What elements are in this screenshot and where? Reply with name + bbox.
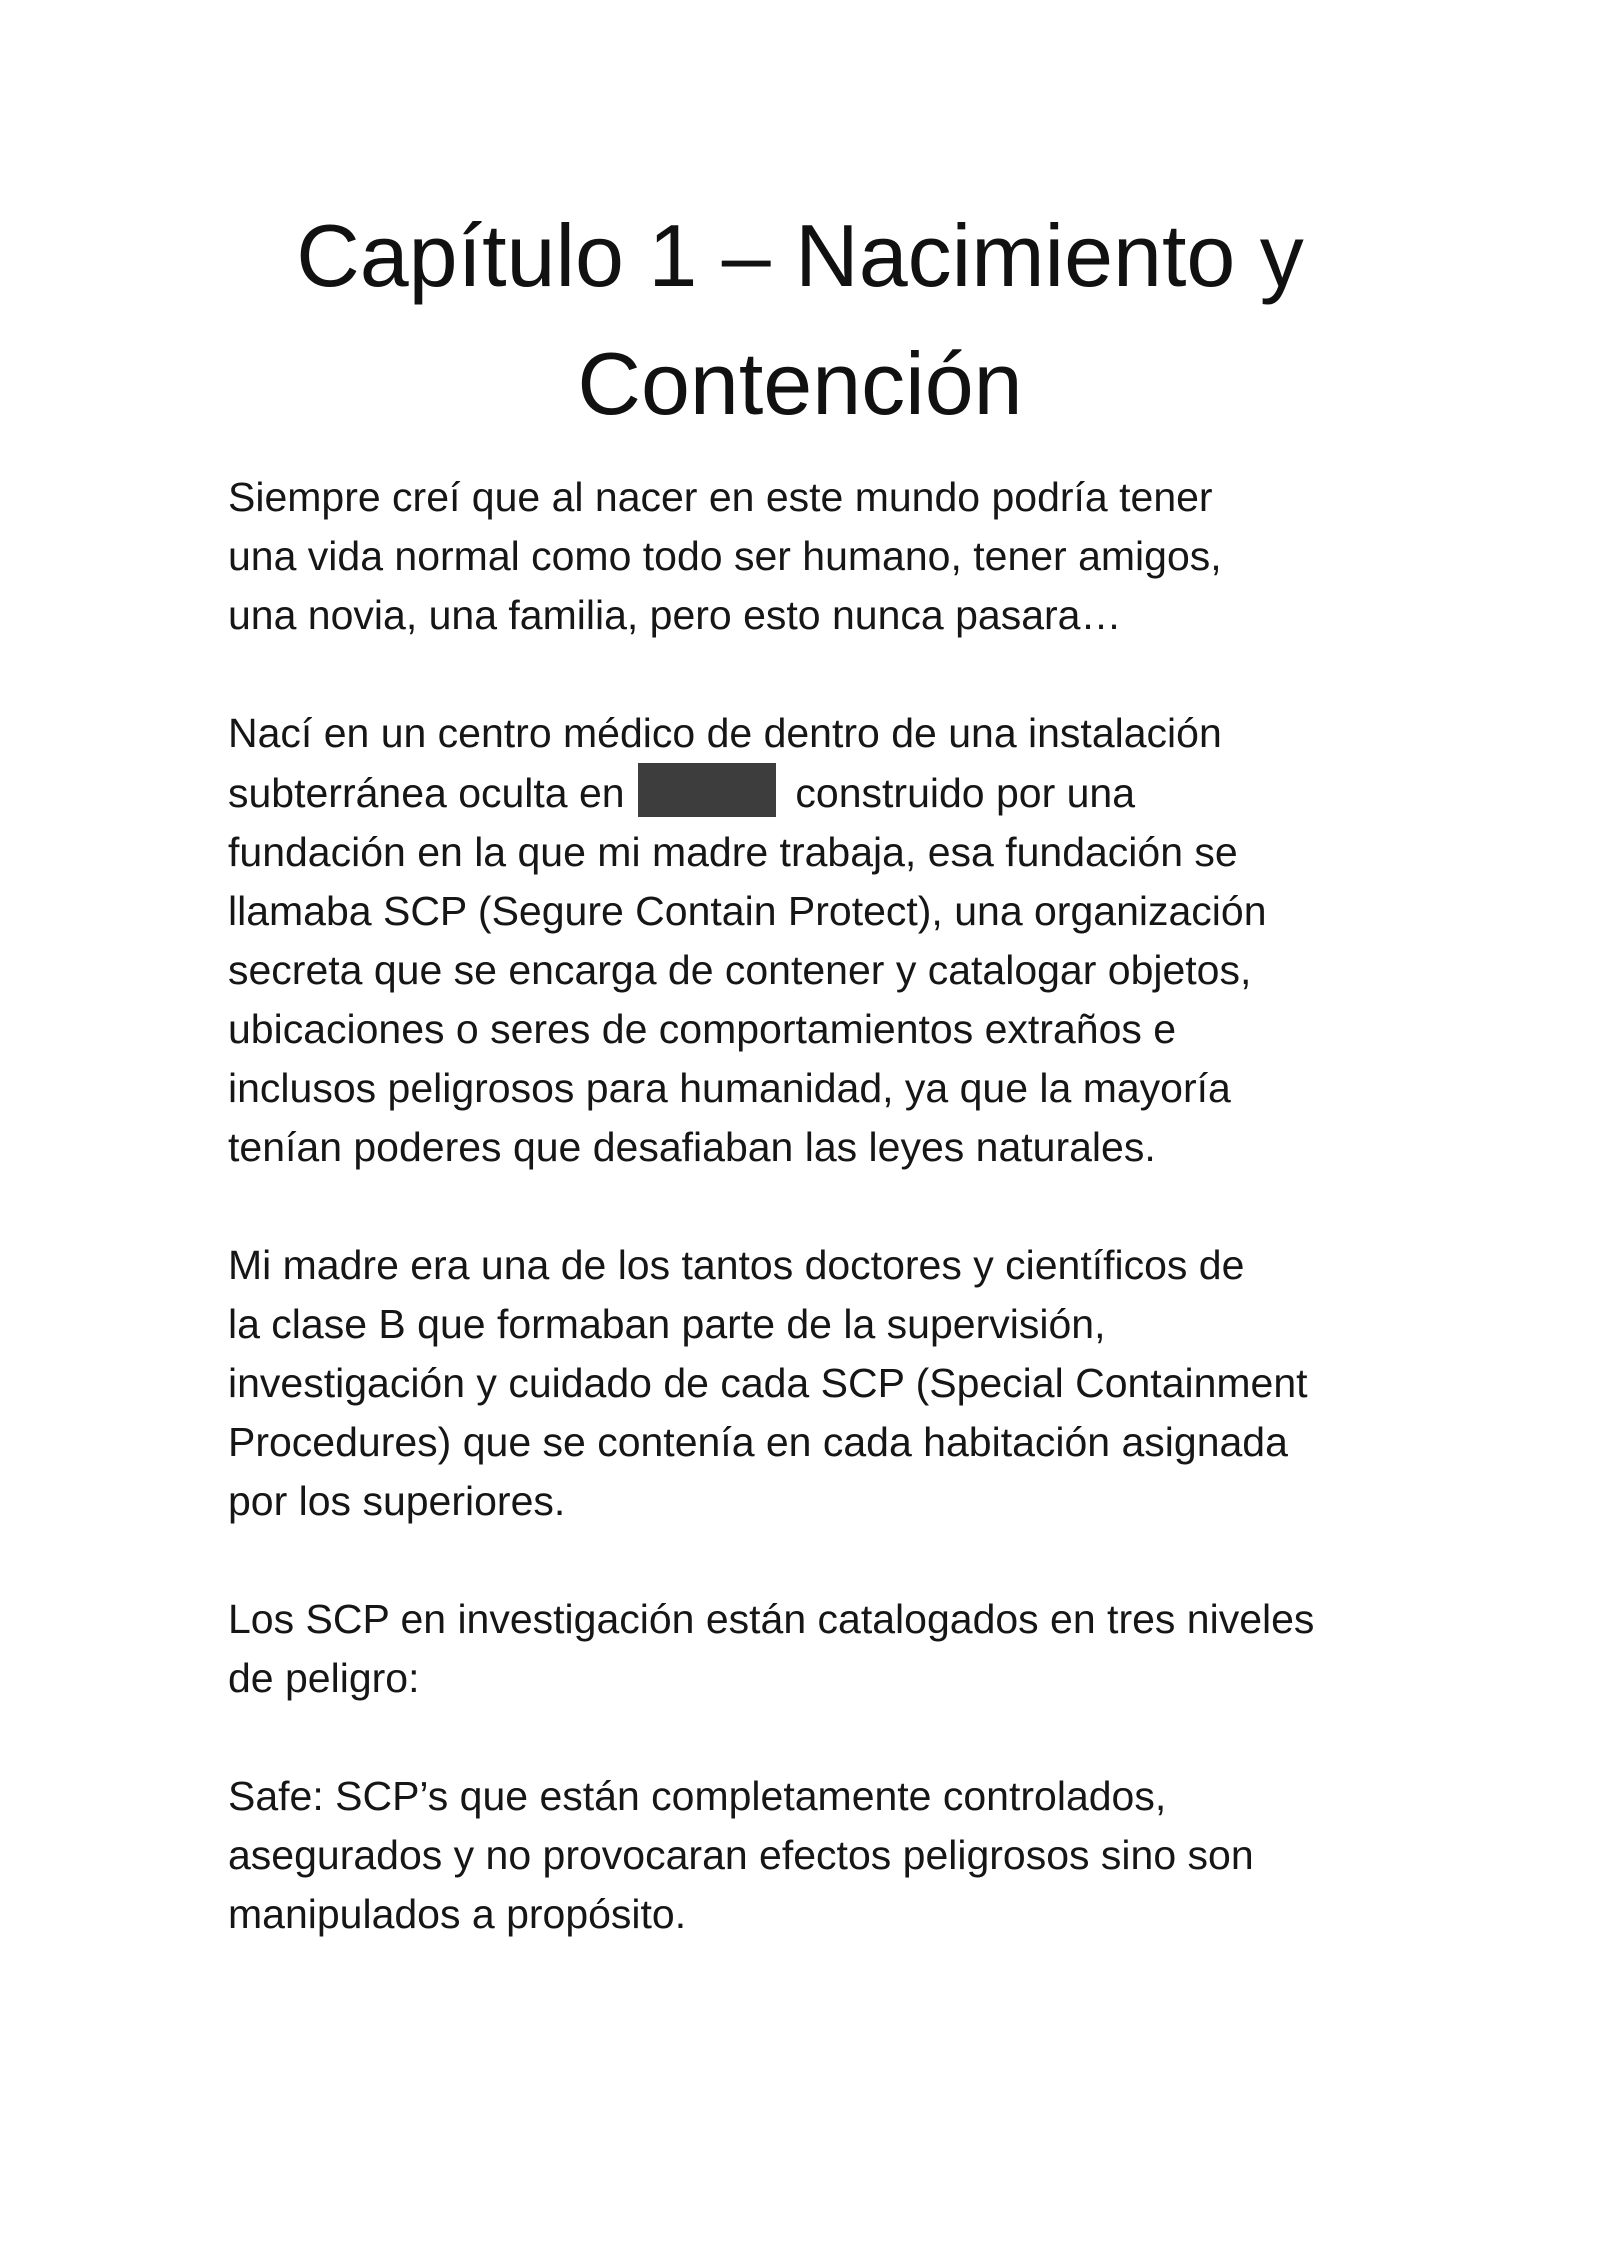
text-line: ubicaciones o seres de comportamientos extraños e [228, 1006, 1177, 1052]
text-fragment: subterránea oculta en [228, 770, 625, 816]
text-line: tenían poderes que desafiaban las leyes naturales. [228, 1124, 1156, 1170]
text-line: la clase B que formaban parte de la supervisión, [228, 1301, 1106, 1347]
paragraph-4 [228, 1590, 1400, 1708]
text-line: Siempre creí que al nacer en este mundo podría tener [228, 474, 1213, 520]
paragraph-2 [228, 704, 1400, 1177]
text-line: una vida normal como todo ser humano, tener amigos, [228, 533, 1222, 579]
text-line: fundación en la que mi madre trabaja, esa fundación se [228, 829, 1238, 875]
text-line: manipulados a propósito. [228, 1891, 687, 1937]
paragraph-3 [228, 1236, 1400, 1531]
paragraph-5 [228, 1767, 1400, 1944]
text-line: investigación y cuidado de cada SCP (Special Containment [228, 1360, 1308, 1406]
text-line: una novia, una familia, pero esto nunca pasara… [228, 592, 1122, 638]
text-line: Procedures) que se contenía en cada habitación asignada [228, 1419, 1288, 1465]
text-line: por los superiores. [228, 1478, 566, 1524]
chapter-title-line-1: Capítulo 1 – Nacimiento y [296, 206, 1304, 305]
text-line: de peligro: [228, 1655, 420, 1701]
text-fragment: construido por una [795, 770, 1136, 816]
text-line: Los SCP en investigación están catalogados en tres niveles [228, 1596, 1315, 1642]
chapter-title [200, 192, 1400, 448]
redaction-block [638, 763, 776, 817]
text-line: inclusos peligrosos para humanidad, ya que la mayoría [228, 1065, 1231, 1111]
paragraph-1 [228, 468, 1400, 645]
text-line: secreta que se encarga de contener y catalogar objetos, [228, 947, 1252, 993]
chapter-body [228, 468, 1400, 2003]
text-line: llamaba SCP (Segure Contain Protect), una organización [228, 888, 1267, 934]
text-line: Safe: SCP’s que están completamente controlados, [228, 1773, 1167, 1819]
chapter-title-line-2: Contención [577, 334, 1023, 433]
text-line-with-redaction [228, 763, 1400, 823]
text-line: asegurados y no provocaran efectos peligrosos sino son [228, 1832, 1254, 1878]
text-line: Mi madre era una de los tantos doctores y científicos de [228, 1242, 1245, 1288]
text-line: Nací en un centro médico de dentro de una instalación [228, 710, 1222, 756]
